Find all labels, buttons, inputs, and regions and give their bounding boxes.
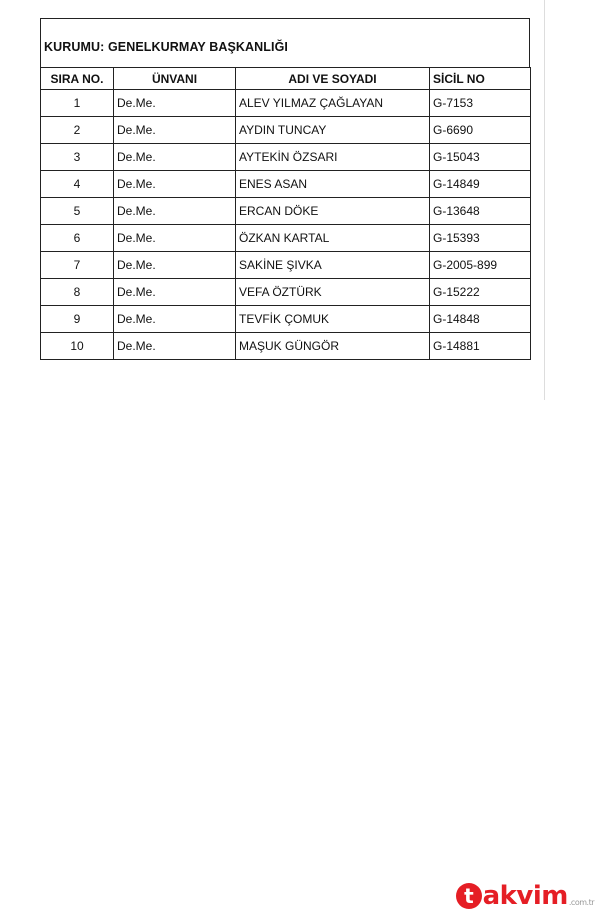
row-sicil-no: G-14881 (430, 333, 531, 360)
column-header-sira: SIRA NO. (41, 68, 114, 90)
row-sicil-no: G-15393 (430, 225, 531, 252)
row-unvan: De.Me. (114, 117, 236, 144)
row-sira-no: 9 (41, 306, 114, 333)
row-sira-no: 6 (41, 225, 114, 252)
row-ad-soyad: MAŞUK GÜNGÖR (236, 333, 430, 360)
row-ad-soyad: TEVFİK ÇOMUK (236, 306, 430, 333)
column-header-unvan: ÜNVANI (114, 68, 236, 90)
row-sira-no: 5 (41, 198, 114, 225)
takvim-watermark (456, 881, 594, 911)
column-header-ad-soyad: ADI VE SOYADI (236, 68, 430, 90)
row-unvan: De.Me. (114, 252, 236, 279)
table-row (41, 117, 531, 144)
table-row (41, 171, 531, 198)
row-sicil-no: G-7153 (430, 90, 531, 117)
row-ad-soyad: AYTEKİN ÖZSARI (236, 144, 430, 171)
column-header-sicil: SİCİL NO (430, 68, 531, 90)
row-unvan: De.Me. (114, 144, 236, 171)
row-sicil-no: G-14848 (430, 306, 531, 333)
row-ad-soyad: ENES ASAN (236, 171, 430, 198)
table-row (41, 252, 531, 279)
row-ad-soyad: VEFA ÖZTÜRK (236, 279, 430, 306)
row-ad-soyad: ALEV YILMAZ ÇAĞLAYAN (236, 90, 430, 117)
row-ad-soyad: AYDIN TUNCAY (236, 117, 430, 144)
row-unvan: De.Me. (114, 279, 236, 306)
table-row (41, 144, 531, 171)
row-sicil-no: G-15043 (430, 144, 531, 171)
institution-title: KURUMU: GENELKURMAY BAŞKANLIĞI (40, 18, 530, 67)
table-row (41, 90, 531, 117)
table-row (41, 279, 531, 306)
row-unvan: De.Me. (114, 90, 236, 117)
row-sicil-no: G-6690 (430, 117, 531, 144)
table-header-row (41, 68, 531, 90)
row-unvan: De.Me. (114, 171, 236, 198)
row-unvan: De.Me. (114, 198, 236, 225)
table-row (41, 225, 531, 252)
row-sira-no: 10 (41, 333, 114, 360)
row-sicil-no: G-2005-899 (430, 252, 531, 279)
row-sira-no: 4 (41, 171, 114, 198)
row-sira-no: 3 (41, 144, 114, 171)
row-ad-soyad: ERCAN DÖKE (236, 198, 430, 225)
personnel-table (40, 67, 531, 360)
watermark-brand: akvim (482, 881, 568, 911)
table-row (41, 333, 531, 360)
row-sicil-no: G-15222 (430, 279, 531, 306)
personnel-document (40, 18, 530, 360)
row-ad-soyad: ÖZKAN KARTAL (236, 225, 430, 252)
row-unvan: De.Me. (114, 306, 236, 333)
row-unvan: De.Me. (114, 225, 236, 252)
row-sira-no: 1 (41, 90, 114, 117)
table-row (41, 198, 531, 225)
row-sicil-no: G-13648 (430, 198, 531, 225)
table-row (41, 306, 531, 333)
row-ad-soyad: SAKİNE ŞIVKA (236, 252, 430, 279)
row-unvan: De.Me. (114, 333, 236, 360)
row-sicil-no: G-14849 (430, 171, 531, 198)
watermark-domain: .com.tr (568, 898, 594, 907)
row-sira-no: 2 (41, 117, 114, 144)
row-sira-no: 8 (41, 279, 114, 306)
page-edge-line (544, 0, 545, 400)
row-sira-no: 7 (41, 252, 114, 279)
takvim-logo-icon: t (456, 883, 482, 909)
